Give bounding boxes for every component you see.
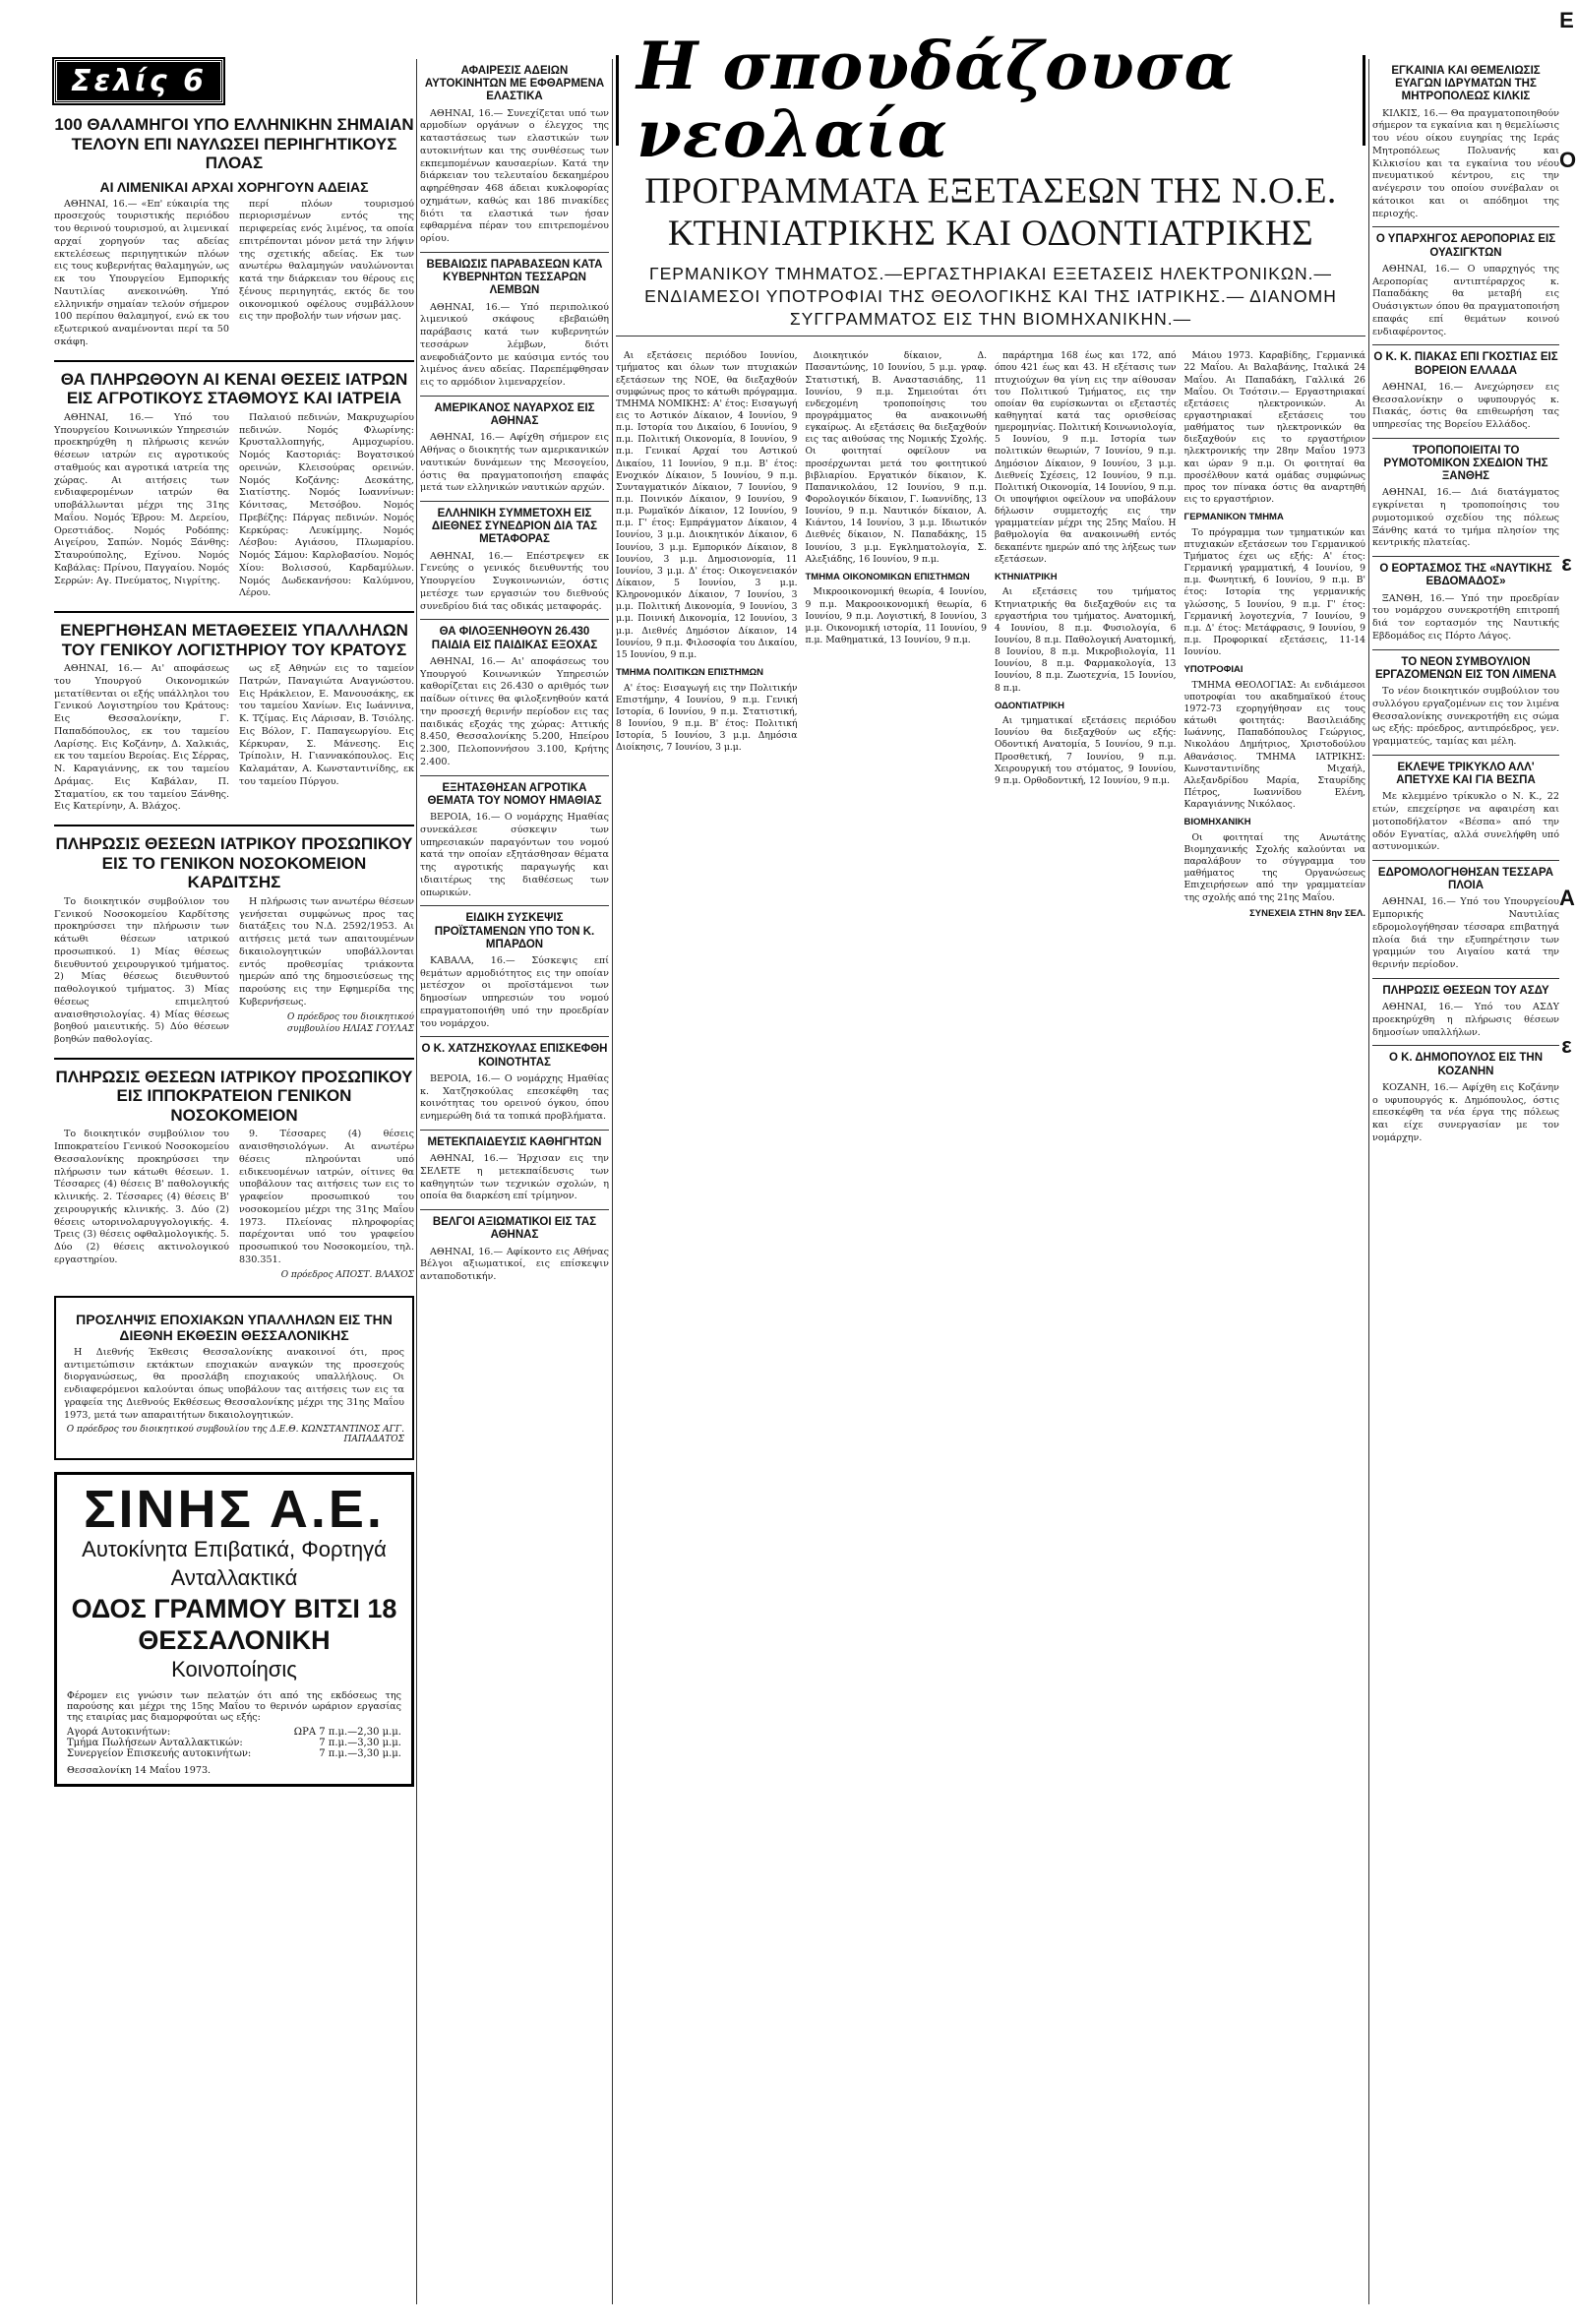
signature: Ο πρόεδρος του διοικητικού συμβουλίου της Δ.Ε.Θ. ΚΩΝΣΤΑΝΤΙΝΟΣ ΑΓΓ. ΠΑΠΑΔΑΤΟΣ (66, 1425, 404, 1445)
brief: ΒΕΒΑΙΩΣΙΣ ΠΑΡΑΒΑΣΕΩΝ ΚΑΤΑ ΚΥΒΕΡΝΗΤΩΝ ΤΕΣΣΑΡΩΝ ΛΕΜΒΩΝ ΑΘΗΝΑΙ, 16.— Υπό περιπολικού λιμενικού σκάφους εβεβαιώθη παράβασις κατά των κυβερνητών τεσσάρων λέμβων, διότι ανεφοδιάζοντο με καύσιμα εντός του λιμένος άνευ αδείας. Παρεπέμφθησαν εις το αρμόδιον λιμεναρχείον. (420, 258, 609, 389)
article-yachts (54, 115, 414, 352)
brief: Ο Κ. ΔΗΜΟΠΟΥΛΟΣ ΕΙΣ ΤΗΝ ΚΟΖΑΝΗΝ ΚΟΖΑΝΗ, 16.— Αφίχθη εις Κοζάνην ο υφυπουργός κ. Δημόπουλος, όστις επεσκέφθη τα νέα έργα της πόλεως και είχε συνεργασίαν με τον νομάρχην. (1372, 1052, 1559, 1143)
brief: ΑΜΕΡΙΚΑΝΟΣ ΝΑΥΑΡΧΟΣ ΕΙΣ ΑΘΗΝΑΣ ΑΘΗΝΑΙ, 16.— Αφίχθη σήμερον εις Αθήνας ο διοικητής των αμερικανικών ναυτικών δυνάμεων της Μεσογείου, όστις θα πραγματοποιήση επαφάς μετά των ελληνικών ναυτικών αρχών. (420, 401, 609, 494)
divider (420, 1209, 609, 1210)
ad-city: ΘΕΣΣΑΛΟΝΙΚΗ (138, 1624, 331, 1655)
section-heading: ΥΠΟΤΡΟΦΙΑΙ (1183, 664, 1243, 676)
ad-notice: Φέρομεν εις γνώσιν των πελατών ότι από της εκδόσεως της παρούσης και μέχρι της 15ης Μαΐου το θερινόν ωράριον εργασίας της εταιρίας μας διαμορφούται ως εξής: (67, 1689, 401, 1723)
cropped-edge-letter: Α (1559, 886, 1575, 910)
brief: ΒΕΛΓΟΙ ΑΞΙΩΜΑΤΙΚΟΙ ΕΙΣ ΤΑΣ ΑΘΗΝΑΣ ΑΘΗΝΑΙ, 16.— Αφίκοντο εις Αθήνας Βέλγοι αξιωματικοί, εις επίσκεψιν ανταποδοτικήν. (420, 1216, 609, 1283)
brief: ΕΓΚΑΙΝΙΑ ΚΑΙ ΘΕΜΕΛΙΩΣΙΣ ΕΥΑΓΩΝ ΙΔΡΥΜΑΤΩΝ ΤΗΣ ΜΗΤΡΟΠΟΛΕΩΣ ΚΙΛΚΙΣ ΚΙΛΚΙΣ, 16.— Θα πραγματοποιηθούν σήμερον τα εγκαίνια και η θεμελίωσις του νέου οίκου ευγηρίας της Ιεράς Μητροπόλεως Πολυανής και Κιλκισίου και τα εγκαίνια του νέου πνευματικού κέντρου, εις την ανέγερσιν του οποίου συνέβαλαν οι κάτοικοι και οι απόδημοι της περιοχής. (1372, 65, 1559, 219)
ad-date: Θεσσαλονίκη 14 Μαΐου 1973. (67, 1764, 212, 1776)
feature-col: Διοικητικόν δίκαιον, Δ. Πασαντώνης, 10 Ιουνίου, 5 μ.μ. γραφ. Στατιστική, Β. Αναστασιάδης, 11 Ιουνίου, 9 π.μ. Σημειούται ότι ενδεχομένη τροποποίησις του προγράμματος θα ανακοινωθή εγκαίρως. Αι εξετάσεις θα διεξαχθούν εις τας αιθούσας της Νομικής Σχολής. Οι φοιτηταί οφείλουν να προσέρχωνται μετά του φοιτητικού βιβλιαρίου. Εργατικόν δίκαιον, Κ. Παπανικολάου, 12 Ιουνίου, 9 π.μ. Φορολογικόν δίκαιον, Γ. Ιωαννίδης, 13 Ιουνίου, 9 π.μ. Ναυτικόν δίκαιον, Α. Κιάντου, 14 Ιουνίου, 3 μ.μ. Ιδιωτικόν Διεθνές δίκαιον, Ν. Παπαδάκης, 15 Ιουνίου, 3 μ.μ. Εγκληματολογία, Σ. Αλεξιάδης, 16 Ιουνίου, 9 π.μ. ΤΜΗΜΑ ΟΙΚΟΝΟΜΙΚΩΝ ΕΠΙΣΤΗΜΩΝ Μικροοικονομική θεωρία, 4 Ιουνίου, 9 π.μ. Μακροοικονομική θεωρία, 6 Ιουνίου, 9 π.μ. Λογιστική, 8 Ιουνίου, 3 μ.μ. Οικονομική ιστορία, 11 Ιουνίου, 9 π.μ. Μαθηματικά, 13 Ιουνίου, 9 π.μ. (805, 350, 987, 645)
brief: Ο Κ. ΧΑΤΖΗΣΚΟΥΛΑΣ ΕΠΙΣΚΕΦΘΗ ΚΟΙΝΟΤΗΤΑΣ ΒΕΡΟΙΑ, 16.— Ο νομάρχης Ημαθίας κ. Χατζησκούλας επεσκέφθη τας κοινότητας του ορεινού όγκου, όπου ενημερώθη διά τα τοπικά προβλήματα. (420, 1043, 609, 1123)
divider (420, 619, 609, 620)
section-heading: ΤΜΗΜΑ ΟΙΚΟΝΟΜΙΚΩΝ ΕΠΙΣΤΗΜΩΝ (805, 571, 970, 582)
column-briefs (420, 0, 609, 1287)
brief: ΘΑ ΦΙΛΟΞΕΝΗΘΟΥΝ 26.430 ΠΑΙΔΙΑ ΕΙΣ ΠΑΙΔΙΚΑΣ ΕΞΟΧΑΣ ΑΘΗΝΑΙ, 16.— Αι' αποφάσεως του Υπουργού Κοινωνικών Υπηρεσιών καθορίζεται εις 26.430 ο αριθμός των παίδων οίτινες θα φιλοξενηθούν κατά την προσεχή θερινήν περίοδον εις τας παιδικάς εξοχάς της χώρας: Αττικής 8.450, Θεσσαλονίκης 5.200, Ηπείρου 2.300, Πελοποννήσου 3.100, Κρήτης 2.400. (420, 626, 609, 767)
divider (420, 501, 609, 502)
signature: Ο πρόεδρος του διοικητικού συμβουλίου ΗΛΙΑΣ ΓΟΥΛΑΣ (286, 1011, 414, 1034)
column-right (1372, 0, 1559, 1148)
article-doctors-rural (54, 370, 414, 603)
article-text: Παλαιού πεδινών, Μακρυχωρίου πεδινών. Νομός Φλωρίνης: Κρυσταλλοπηγής, Αμμοχωρίου. Νομός Καστοριάς: Βογατσικού ορεινών, Κλεισούρας ορεινών. Νομός Κοζάνης: Δεσκάτης, Σιατίστης. Νομός Ιωαννίνων: Κόνιτσας, Μετσόβου. Νομός Πρεβέζης: Πάργας πεδινών. Νομός Κερκύρας: Λευκίμμης. Νομός Λέσβου: Αγιάσου, Πλωμαρίου. Νομός Σάμου: Καρλοβασίου. Νομός Χίου: Βολισσού, Καρδαμύλων. Νομός Δωδεκανήσου: Καλύμνου, Λέρου. (239, 411, 414, 599)
brief: ΤΟ ΝΕΟΝ ΣΥΜΒΟΥΛΙΟΝ ΕΡΓΑΖΟΜΕΝΩΝ ΕΙΣ ΤΟΝ ΛΙΜΕΝΑ Το νέον διοικητικόν συμβούλιον του συλλόγου εργαζομένων εις τον λιμένα Θεσσαλονίκης συνεκροτήθη εις σώμα ως εξής: πρόεδρος, αντιπρόεδρος, γεν. γραμματεύς, ταμίας και μέλη. (1372, 655, 1559, 748)
article-transfers (54, 621, 414, 817)
divider (420, 1036, 609, 1037)
page-number-tag: Σελίς 6 (54, 59, 223, 103)
feature-col: Αι εξετάσεις περιόδου Ιουνίου, τμήματος και όλων των πτυχιακών εξετάσεων της ΝΟΕ, θα διεξαχθούν συμφώνως προς το κάτωθι πρόγραμμα. ΤΜΗΜΑ ΝΟΜΙΚΗΣ: Α' έτος: Εισαγωγή εις το Αστικόν Δίκαιον, 4 Ιουνίου, 9 π.μ. Ιστορία του Δικαίου, 6 Ιουνίου, 9 π.μ. Πολιτική Οικονομία, 8 Ιουνίου, 9 π.μ. Γενικαί Αρχαί του Αστικού Δικαίου, 11 Ιουνίου, 9 π.μ. Β' έτος: Ενοχικόν Δίκαιον, 5 Ιουνίου, 9 π.μ. Συνταγματικόν Δίκαιον, 7 Ιουνίου, 9 π.μ. Ποινικόν Δίκαιον, 9 Ιουνίου, 9 π.μ. Ρωμαϊκόν Δίκαιον, 12 Ιουνίου, 9 π.μ. Γ' έτος: Εμπράγματον Δίκαιον, 4 Ιουνίου, 3 μ.μ. Διοικητικόν Δίκαιον, 6 Ιουνίου, 3 μ.μ. Εμπορικόν Δίκαιον, 8 Ιουνίου, 3 μ.μ. Δημοσιονομία, 11 Ιουνίου, 3 μ.μ. Δ' έτος: Οικογενειακόν Δίκαιον, 5 Ιουνίου, 3 μ.μ. Κληρονομικόν Δίκαιον, 7 Ιουνίου, 3 μ.μ. Πολιτική Δικονομία, 9 Ιουνίου, 3 μ.μ. Ποινική Δικονομία, 12 Ιουνίου, 3 μ.μ. Διεθνές Δημόσιον Δίκαιον, 14 Ιουνίου, 9 π.μ. Φιλοσοφία του Δικαίου, 15 Ιουνίου, 9 π.μ. ΤΜΗΜΑ ΠΟΛΙΤΙΚΩΝ ΕΠΙΣΤΗΜΩΝ Α' έτος: Εισαγωγή εις την Πολιτικήν Επιστήμην, 4 Ιουνίου, 9 π.μ. Γενική Ιστορία, 6 Ιουνίου, 9 π.μ. Στατιστική, 8 Ιουνίου, 9 π.μ. Β' έτος: Πολιτική Ιστορία, 5 Ιουνίου, 3 μ.μ. Δημόσια Διοίκησις, 7 Ιουνίου, 3 μ.μ. (616, 350, 798, 754)
divider (1372, 1045, 1559, 1046)
section-heading: ΓΕΡΜΑΝΙΚΟΝ ΤΜΗΜΑ (1183, 512, 1284, 523)
schedule-row: Συνεργείον Επισκευής αυτοκινήτων: 7 π.μ.—3,30 μ.μ. (67, 1747, 401, 1759)
section-heading: ΒΙΟΜΗΧΑΝΙΚΗ (1183, 817, 1251, 828)
cropped-edge-letter: ε (1561, 1033, 1572, 1058)
feature-subheadline: ΓΕΡΜΑΝΙΚΟΥ ΤΜΗΜΑΤΟΣ.—ΕΡΓΑΣΤΗΡΙΑΚΑΙ ΕΞΕΤΑΣΕΙΣ ΗΛΕΚΤΡΟΝΙΚΩΝ.— ΕΝΔΙΑΜΕΣΟΙ ΥΠΟΤΡΟΦΙΑΙ ΤΗΣ ΘΕΟΛΟΓΙΚΗΣ ΚΑΙ ΤΗΣ ΙΑΤΡΙΚΗΣ.— ΔΙΑΝΟΜΗ ΣΥΓΓΡΑΜΜΑΤΟΣ ΕΙΣ ΤΗΝ ΒΙΟΜΗΧΑΝΙΚΗΝ.— (644, 264, 1337, 329)
article-text: ΑΘΗΝΑΙ, 16.— Υπό του Υπουργείου Κοινωνικών Υπηρεσιών προεκηρύχθη η πλήρωσις κενών θέσεων ιατρών εις αγροτικούς σταθμούς και αγροτικά ιατρεία της χώρας. Αι αιτήσεις των ενδιαφερομένων ιατρών θα υποβάλλωνται μέχρι της 31ης Μαΐου. Νομός Έβρου: Μ. Δερείου, Ορεστιάδος. Νομός Ροδόπης: Αιγείρου, Σαπών. Νομός Ξάνθης: Σταυρούπολης, Εχίνου. Νομός Καβάλας: Πρίνου, Παγγαίου. Νομός Σερρών: Αγ. Πνεύματος, Νιγρίτης. (54, 411, 229, 586)
headline: 100 ΘΑΛΑΜΗΓΟΙ ΥΠΟ ΕΛΛΗΝΙΚΗΝ ΣΗΜΑΙΑΝ ΤΕΛΟΥΝ ΕΠΙ ΝΑΥΛΩΣΕΙ ΠΕΡΙΗΓΗΤΙΚΟΥΣ ΠΛΟΑΣ (54, 115, 414, 173)
section-banner (616, 27, 1365, 172)
brief: ΕΚΛΕΨΕ ΤΡΙΚΥΚΛΟ ΑΛΛ' ΑΠΕΤΥΧΕ ΚΑΙ ΓΙΑ ΒΕΣΠΑ Με κλεμμένο τρίκυκλο ο Ν. Κ., 22 ετών, επεχείρησε να αφαιρέση και μοτοποδήλατον «Βέσπα» από την οδόν Εγνατίας, αλλά συνελήφθη υπό αστυνομικών. (1372, 761, 1559, 853)
divider (420, 775, 609, 776)
feature-col: Μάιου 1973. Καραβίδης, Γερμανικά 22 Μαΐου. Αι Βαλαβάνης, Ιταλικά 24 Μαΐου. Αι Παπαδάκη, Γαλλικά 26 Μαΐου. Οι Τσότσιν.— Εργαστηριακαί εξετάσεις ηλεκτρονικών. Αι εργαστηριακαί εξετάσεις του μαθήματος των ηλεκτρονικών θα διεξαχθούν εις το εργαστήριον ηλεκτρονικής την 28ην Μαΐου 1973 και ώραν 9 π.μ. Οι φοιτηταί θα προσέλθουν κατά ομάδας συμφώνως προς τον πίνακα όστις θα αναρτηθή εις το εργαστήριον. ΓΕΡΜΑΝΙΚΟΝ ΤΜΗΜΑ Το πρόγραμμα των τμηματικών και πτυχιακών εξετάσεων του Γερμανικού Τμήματος έχει ως εξής: Α' έτος: Γερμανική γραμματική, 4 Ιουνίου, 9 π.μ. Φωνητική, 6 Ιουνίου, 9 π.μ. Β' έτος: Ιστορία της γερμανικής γλώσσης, 5 Ιουνίου, 9 π.μ. Γ' έτος: Γερμανική λογοτεχνία, 7 Ιουνίου, 9 π.μ. Δ' έτος: Μετάφρασις, 9 Ιουνίου, 9 π.μ. Προφορικαί εξετάσεις, 11-14 Ιουνίου. ΥΠΟΤΡΟΦΙΑΙ ΤΜΗΜΑ ΘΕΟΛΟΓΙΑΣ: Αι ενδιάμεσοι υποτροφίαι του ακαδημαϊκού έτους 1972-73 εχορηγήθησαν εις τους κάτωθι φοιτητάς: Βασιλειάδης Ιωάννης, Παπαδόπουλος Γεώργιος, Νικολάου Δημήτριος, Χριστοδούλου Αθανάσιος. ΤΜΗΜΑ ΙΑΤΡΙΚΗΣ: Κωνσταντινίδης Μιχαήλ, Αλεξανδρίδου Μαρία, Σταυρίδης Πέτρος, Ιωαννίδου Ελένη, Καραγιάννης Νικόλαος. ΒΙΟΜΗΧΑΝΙΚΗ Οι φοιτηταί της Ανωτάτης Βιομηχανικής Σχολής καλούνται να παραλάβουν το σύγγραμμα του μαθήματος της Οργανώσεως Επιχειρήσεων από την γραμματείαν της σχολής από της 21ης Μαΐου. ΣΥΝΕΧΕΙΑ ΣΤΗΝ 8ην ΣΕΛ. (1183, 350, 1365, 919)
divider (1372, 649, 1559, 650)
divider (54, 611, 414, 613)
notice-box-fair (54, 1296, 414, 1461)
ad-schedule (67, 1727, 401, 1759)
article-text: Το διοικητικόν συμβούλιον του Γενικού Νοσοκομείου Καρδίτσης προκηρύσσει την πλήρωσιν των κάτωθι θέσεων ιατρικού προσωπικού. 1) Μίας θέσεως διευθυντού χειρουργικού τμήματος. 2) Μίας θέσεως διευθυντού παθολογικού τμήματος. 3) Μίας θέσεως επιμελητού αναισθησιολογίας. 4) Μίας θέσεως βοηθού μαιευτικής. 5) Δύο θέσεων βοηθών παθολογίας. (54, 895, 229, 1046)
divider (420, 905, 609, 906)
schedule-row: Τμήμα Πωλήσεων Ανταλλακτικών: 7 π.μ.—3,30 μ.μ. (67, 1737, 401, 1748)
feature-section (616, 0, 1365, 920)
brief: ΜΕΤΕΚΠΑΙΔΕΥΣΙΣ ΚΑΘΗΓΗΤΩΝ ΑΘΗΝΑΙ, 16.— Ήρχισαν εις την ΣΕΛΕΤΕ η μετεκπαίδευσις των καθηγητών των τεχνικών σχολών, η οποία θα διαρκέση επί τρίμηνον. (420, 1135, 609, 1202)
article-text: ΑΘΗΝΑΙ, 16.— «Επ' εύκαιρία της προσεχούς τουριστικής περιόδου του θερινού τουρισμού, αι λιμενικαί αρχαί χορηγούν τας αδείας εκτελέσεως περιηγητικών πλόων εις τους κυβερνήτας θαλαμηγών, ως εκ του Υπουργείου Εμπορικής Ναυτιλίας ανεκοινώθη. Υπό ελληνικήν σημαίαν τελούν σήμερον 100 περίπου θαλαμηγοί, ενώ εκ του εξωτερικού αναμένονται περί τα 50 σκάφη. (54, 198, 229, 347)
cropped-edge-letter: ε (1561, 551, 1572, 576)
divider (1372, 556, 1559, 557)
continued-note: ΣΥΝΕΧΕΙΑ ΣΤΗΝ 8ην ΣΕΛ. (1249, 907, 1365, 919)
feature-headline: ΠΡΟΓΡΑΜΜΑΤΑ ΕΞΕΤΑΣΕΩΝ ΤΗΣ Ν.Ο.Ε. ΚΤΗΝΙΑΤΡΙΚΗΣ ΚΑΙ ΟΔΟΝΤΙΑΤΡΙΚΗΣ (644, 171, 1337, 254)
headline: ΕΝΕΡΓΗΘΗΣΑΝ ΜΕΤΑΘΕΣΕΙΣ ΥΠΑΛΛΗΛΩΝ ΤΟΥ ΓΕΝΙΚΟΥ ΛΟΓΙΣΤΗΡΙΟΥ ΤΟΥ ΚΡΑΤΟΥΣ (60, 621, 408, 659)
brief: ΕΛΛΗΝΙΚΗ ΣΥΜΜΕΤΟΧΗ ΕΙΣ ΔΙΕΘΝΕΣ ΣΥΝΕΔΡΙΟΝ ΔΙΑ ΤΑΣ ΜΕΤΑΦΟΡΑΣ ΑΘΗΝΑΙ, 16.— Επέστρεψεν εκ Γενεύης ο γενικός διευθυντής του Υπουργείου Συγκοινωνιών, όστις μετέσχε των εργασιών του διεθνούς συνεδρίου διά τας οδικάς μεταφοράς. (420, 508, 609, 612)
ad-line: Αυτοκίνητα Επιβατικά, Φορτηγά (82, 1537, 387, 1562)
section-heading: ΚΤΗΝΙΑΤΡΙΚΗ (995, 571, 1058, 582)
section-heading: ΤΜΗΜΑ ΠΟΛΙΤΙΚΩΝ ΕΠΙΣΤΗΜΩΝ (616, 667, 763, 678)
divider (1372, 438, 1559, 439)
brief: Ο ΥΠΑΡΧΗΓΟΣ ΑΕΡΟΠΟΡΙΑΣ ΕΙΣ ΟΥΑΣΙΓΚΤΩΝ ΑΘΗΝΑΙ, 16.— Ο υπαρχηγός της Αεροπορίας αντιπτέραρχος κ. Παπαδάκης θα μεταβή εις Ουάσιγκτων όπου θα πραγματοποιήση επαφάς επί θεμάτων κοινού ενδιαφέροντος. (1372, 233, 1559, 337)
divider (1372, 226, 1559, 227)
divider (54, 825, 414, 826)
notice-text: Η Διεθνής Έκθεσις Θεσσαλονίκης ανακοινοί ότι, προς αντιμετώπισιν εκτάκτων εποχιακών αναγκών της προσεχούς διοργανώσεως, θα προσλάβη εποχιακούς υπαλλήλους. Οι ενδιαφερόμενοι καλούνται όπως υποβάλουν τας αιτήσεις των εις τα γραφεία της Διεθνούς Εκθέσεως Θεσσαλονίκης μέχρι της 31ης Μαΐου 1973, μετά των απαραιτήτων δικαιολογητικών. (64, 1346, 404, 1421)
advertisement-sinis (54, 1472, 414, 1787)
ad-brand: ΣΙΝΗΣ Α.Ε. (84, 1480, 385, 1540)
headline: ΠΡΟΣΛΗΨΙΣ ΕΠΟΧΙΑΚΩΝ ΥΠΑΛΛΗΛΩΝ ΕΙΣ ΤΗΝ ΔΙΕΘΝΗ ΕΚΘΕΣΙΝ ΘΕΣΣΑΛΟΝΙΚΗΣ (76, 1311, 393, 1343)
brief: ΤΡΟΠΟΠΟΙΕΙΤΑΙ ΤΟ ΡΥΜΟΤΟΜΙΚΟΝ ΣΧΕΔΙΟΝ ΤΗΣ ΞΑΝΘΗΣ ΑΘΗΝΑΙ, 16.— Διά διατάγματος εγκρίνεται η τροποποίησις του ρυμοτομικού σχεδίου της πόλεως Ξάνθης κατά το τμήμα πλησίον της κεντρικής πλατείας. (1372, 444, 1559, 549)
section-heading: ΟΔΟΝΤΙΑΤΡΙΚΗ (995, 700, 1064, 711)
article-text: Η πλήρωσις των ανωτέρω θέσεων γενήσεται συμφώνως προς τας διατάξεις του Ν.Δ. 2592/1953. Αι αιτήσεις μετά των απαιτουμένων δικαιολογητικών υποβάλλονται εντός προθεσμίας τριάκοντα ημερών από της δημοσιεύσεως της παρούσης εις την Εφημερίδα της Κυβερνήσεως. (239, 895, 414, 1008)
divider (1372, 978, 1559, 979)
subheadline: ΑΙ ΛΙΜΕΝΙΚΑΙ ΑΡΧΑΙ ΧΟΡΗΓΟΥΝ ΑΔΕΙΑΣ (99, 178, 369, 195)
article-text: Το διοικητικόν συμβούλιον του Ιπποκρατείου Γενικού Νοσοκομείου Θεσσαλονίκης προκηρύσσει την πλήρωσιν των κάτωθι θέσεων. 1. Τέσσαρες (4) θέσεις Β' παθολογικής κλινικής. 2. Τέσσαρες (4) θέσεις Β' χειρουργικής κλινικής. 3. Δύο (2) θέσεις ωτορινολαρυγγολογικής. 4. Τρεις (3) θέσεις οφθαλμολογικής. 5. Δύο (2) θέσεις ακτινολογικού εργαστηρίου. (54, 1129, 229, 1265)
divider (420, 252, 609, 253)
article-karditsa-hospital (54, 834, 414, 1050)
ad-line: Κοινοποίησις (171, 1657, 297, 1682)
cropped-edge-letter: Ε (1559, 8, 1574, 32)
feature-col: παράρτημα 168 έως και 172, από όπου 421 έως και 43. Η εξέτασις των πτυχιούχων θα γίνη εις την αίθουσαν του Πολιτικού Τμήματος, εις την οποίαν θα ευρίσκωνται οι εξεταστές καθηγηταί κατά τας ορισθείσας ημερομηνίας. Πολιτική Κοινωνιολογία, 5 Ιουνίου, 9 π.μ. Ιστορία των πολιτικών θεωριών, 7 Ιουνίου, 9 π.μ. Δημόσιον Δίκαιον, 9 Ιουνίου, 3 μ.μ. Διεθνείς Σχέσεις, 12 Ιουνίου, 9 π.μ. Πολιτική Οικονομία, 14 Ιουνίου, 9 π.μ. Οι υποψήφιοι οφείλουν να υποβάλουν δήλωσιν συμμετοχής εις την γραμματείαν μέχρι της 25ης Μαΐου. Η βαθμολογία θα ανακοινωθή εντός δεκαπέντε ημερών από της λήξεως των εξετάσεων. ΚΤΗΝΙΑΤΡΙΚΗ Αι εξετάσεις του τμήματος Κτηνιατρικής θα διεξαχθούν εις τα εργαστήρια του τμήματος. Ανατομική, 4 Ιουνίου, 8 π.μ. Φυσιολογία, 6 Ιουνίου, 8 π.μ. Παθολογική Ανατομική, 8 Ιουνίου, 8 π.μ. Μικροβιολογία, 11 Ιουνίου, 8 π.μ. Φαρμακολογία, 13 Ιουνίου, 8 π.μ. Ζωοτεχνία, 15 Ιουνίου, 8 π.μ. ΟΔΟΝΤΙΑΤΡΙΚΗ Αι τμηματικαί εξετάσεις περιόδου Ιουνίου θα διεξαχθούν ως εξής: Οδοντική Ανατομία, 5 Ιουνίου, 9 π.μ. Προσθετική, 7 Ιουνίου, 9 π.μ. Χειρουργική του στόματος, 9 Ιουνίου, 9 π.μ. Ορθοδοντική, 12 Ιουνίου, 9 π.μ. (995, 350, 1177, 786)
banner-title: Η σπουδάζουσα νεολαία (619, 32, 1363, 169)
column-rule (612, 59, 613, 2304)
divider (54, 360, 414, 362)
article-text: ως εξ Αθηνών εις το ταμείον Πατρών, Παναγιώτα Αναγνώστου. Εις Ηράκλειον, Ε. Μανουσάκης, εκ του ταμείου Χανίων. Εις Ιωάννινα, Κ. Τζίμας. Εις Λάρισαν, Β. Τσιόλης. Εις Βόλον, Γ. Παπαγεωργίου. Εις Κέρκυραν, Σ. Μάνεσης. Εις Τρίπολιν, Η. Γιαννακόπουλος. Εις Καλαμάταν, Α. Κωνσταντινίδης, εκ του ταμείου Πύργου. (239, 663, 414, 787)
headline: ΠΛΗΡΩΣΙΣ ΘΕΣΕΩΝ ΙΑΤΡΙΚΟΥ ΠΡΟΣΩΠΙΚΟΥ ΕΙΣ ΙΠΠΟΚΡΑΤΕΙΟΝ ΓΕΝΙΚΟΝ ΝΟΣΟΚΟΜΕΙΟΝ (55, 1067, 413, 1125)
article-text: 9. Τέσσαρες (4) θέσεις αναισθησιολόγων. Αι ανωτέρω θέσεις πληρούνται υπό ειδικευομένων ιατρών, οίτινες θα υποβάλουν τας αιτήσεις των εις το γραφείον προσωπικού του νοσοκομείου μέχρι της 31ης Μαΐου 1973. Πλείονας πληροφορίας παρέχονται υπό του γραφείου προσωπικού του Νοσοκομείου, τηλ. 830.351. (239, 1129, 414, 1265)
column-rule (416, 59, 417, 2304)
brief: ΠΛΗΡΩΣΙΣ ΘΕΣΕΩΝ ΤΟΥ ΑΣΔΥ ΑΘΗΝΑΙ, 16.— Υπό του ΑΣΔΥ προεκηρύχθη η πλήρωσις θέσεων δημοσίων υπαλλήλων. (1372, 984, 1559, 1038)
headline: ΠΛΗΡΩΣΙΣ ΘΕΣΕΩΝ ΙΑΤΡΙΚΟΥ ΠΡΟΣΩΠΙΚΟΥ ΕΙΣ ΤΟ ΓΕΝΙΚΟΝ ΝΟΣΟΚΟΜΕΙΟΝ ΚΑΡΔΙΤΣΗΣ (55, 834, 413, 892)
feature-columns (616, 350, 1365, 920)
article-text: ΑΘΗΝΑΙ, 16.— Αι' αποφάσεως του Υπουργού Οικονομικών μετατίθενται οι εξής υπάλληλοι του Γενικού Λογιστηρίου του Κράτους: Εις Θεσσαλονίκην, Γ. Παπαδόπουλος, εκ του ταμείου Λαρίσης. Εις Κοζάνην, Δ. Χαλκιάς, εκ του ταμείου Βεροίας. Εις Σέρρας, Ν. Καραγιάννης, εκ του ταμείου Δράμας. Εις Καβάλαν, Π. Σταματίου, εκ του ταμείου Ξάνθης. Εις Κατερίνην, Α. Βλάχος. (54, 663, 229, 813)
schedule-row: Αγορά Αυτοκινήτων: ΩΡΑ 7 π.μ.—2,30 μ.μ. (67, 1726, 401, 1738)
article-text: περί πλόων τουρισμού περιορισμένων εντός της περιφερείας ενός λιμένος, τα οποία επιτρέπονται μόνον μετά την λήψιν της σχετικής αδείας. Εκ των ανωτέρω θαλαμηγών ναυλώνονται κατά την διάρκειαν του θέρους εις ξένους περιηγητάς, εκτός δε του οικονομικού οφέλους συμβάλλουν εις την προβολήν των νήσων μας. (239, 198, 414, 323)
signature: Ο πρόεδρος ΑΠΟΣΤ. ΒΛΑΧΟΣ (280, 1269, 414, 1280)
divider (1372, 344, 1559, 345)
divider (1372, 860, 1559, 861)
column-left (54, 0, 414, 1787)
ad-line: Ανταλλακτικά (170, 1564, 298, 1590)
cropped-edge-letter: Ο (1559, 148, 1576, 172)
divider (1372, 755, 1559, 756)
brief: ΕΔΡΟΜΟΛΟΓΗΘΗΣΑΝ ΤΕΣΣΑΡΑ ΠΛΟΙΑ ΑΘΗΝΑΙ, 16.— Υπό του Υπουργείου Εμπορικής Ναυτιλίας εδρομολογήθησαν τέσσαρα επιβατηγά πλοία διά την εξυπηρέτησιν των γραμμών του Αιγαίου κατά την θερινήν περίοδον. (1372, 867, 1559, 971)
ad-address: ΟΔΟΣ ΓΡΑΜΜΟΥ ΒΙΤΣΙ 18 (71, 1593, 397, 1623)
divider (420, 396, 609, 397)
brief: Ο ΕΟΡΤΑΣΜΟΣ ΤΗΣ «ΝΑΥΤΙΚΗΣ ΕΒΔΟΜΑΔΟΣ» ΞΑΝΘΗ, 16.— Υπό την προεδρίαν του νομάρχου συνεκροτήθη επιτροπή διά τον εορτασμόν της Ναυτικής Εβδομάδος εις Πόρτο Λάγος. (1372, 563, 1559, 642)
headline: ΘΑ ΠΛΗΡΩΘΟΥΝ ΑΙ ΚΕΝΑΙ ΘΕΣΕΙΣ ΙΑΤΡΩΝ ΕΙΣ ΑΓΡΟΤΙΚΟΥΣ ΣΤΑΘΜΟΥΣ ΚΑΙ ΙΑΤΡΕΙΑ (60, 369, 408, 408)
divider (54, 1058, 414, 1060)
brief: ΑΦΑΙΡΕΣΙΣ ΑΔΕΙΩΝ ΑΥΤΟΚΙΝΗΤΩΝ ΜΕ ΕΦΘΑΡΜΕΝΑ ΕΛΑΣΤΙΚΑ ΑΘΗΝΑΙ, 16.— Συνεχίζεται υπό των αρμοδίων οργάνων ο έλεγχος της καταστάσεως των ελαστικών των αυτοκινήτων και της συνθέσεως των εκπεμπομένων καυσαερίων. Κατά την διάρκειαν του τελευταίου δεκαημέρου αφηρέθησαν 468 άδειαι κυκλοφορίας οχημάτων, καθώς και 186 πινακίδες διότι τα ελαστικά των ήσαν εφθαρμένα πέραν του επιτρεπομένου ορίου. (420, 65, 609, 245)
column-rule (1368, 59, 1369, 2304)
brief: ΕΞΗΤΑΣΘΗΣΑΝ ΑΓΡΟΤΙΚΑ ΘΕΜΑΤΑ ΤΟΥ ΝΟΜΟΥ ΗΜΑΘΙΑΣ ΒΕΡΟΙΑ, 16.— Ο νομάρχης Ημαθίας συνεκάλεσε σύσκεψιν των υπηρεσιακών παραγόντων του νομού κατά την οποίαν εξητάσθησαν θέματα της αγροτικής παραγωγής και ιδιαιτέρως της διαθέσεως των οπωρικών. (420, 781, 609, 898)
article-hippocratio-hospital (54, 1068, 414, 1288)
divider (420, 1130, 609, 1131)
brief: ΕΙΔΙΚΗ ΣΥΣΚΕΨΙΣ ΠΡΟΪΣΤΑΜΕΝΩΝ ΥΠΟ ΤΟΝ Κ. ΜΠΑΡΔΟΝ ΚΑΒΑΛΑ, 16.— Σύσκεψις επί θεμάτων αρμοδιότητος εις την οποίαν μετέσχον οι προϊστάμενοι των δημοσίων υπηρεσιών του νομού επραγματοποιήθη υπό την προεδρίαν του νομάρχου. (420, 912, 609, 1029)
brief: Ο Κ. Κ. ΠΙΑΚΑΣ ΕΠΙ ΓΚΟΣΤΙΑΣ ΕΙΣ ΒΟΡΕΙΟΝ ΕΛΛΑΔΑ ΑΘΗΝΑΙ, 16.— Ανεχώρησεν εις Θεσσαλονίκην ο υφυπουργός κ. Πιακάς, όστις θα επιθεωρήση τας υπηρεσίας της Βορείου Ελλάδος. (1372, 351, 1559, 431)
